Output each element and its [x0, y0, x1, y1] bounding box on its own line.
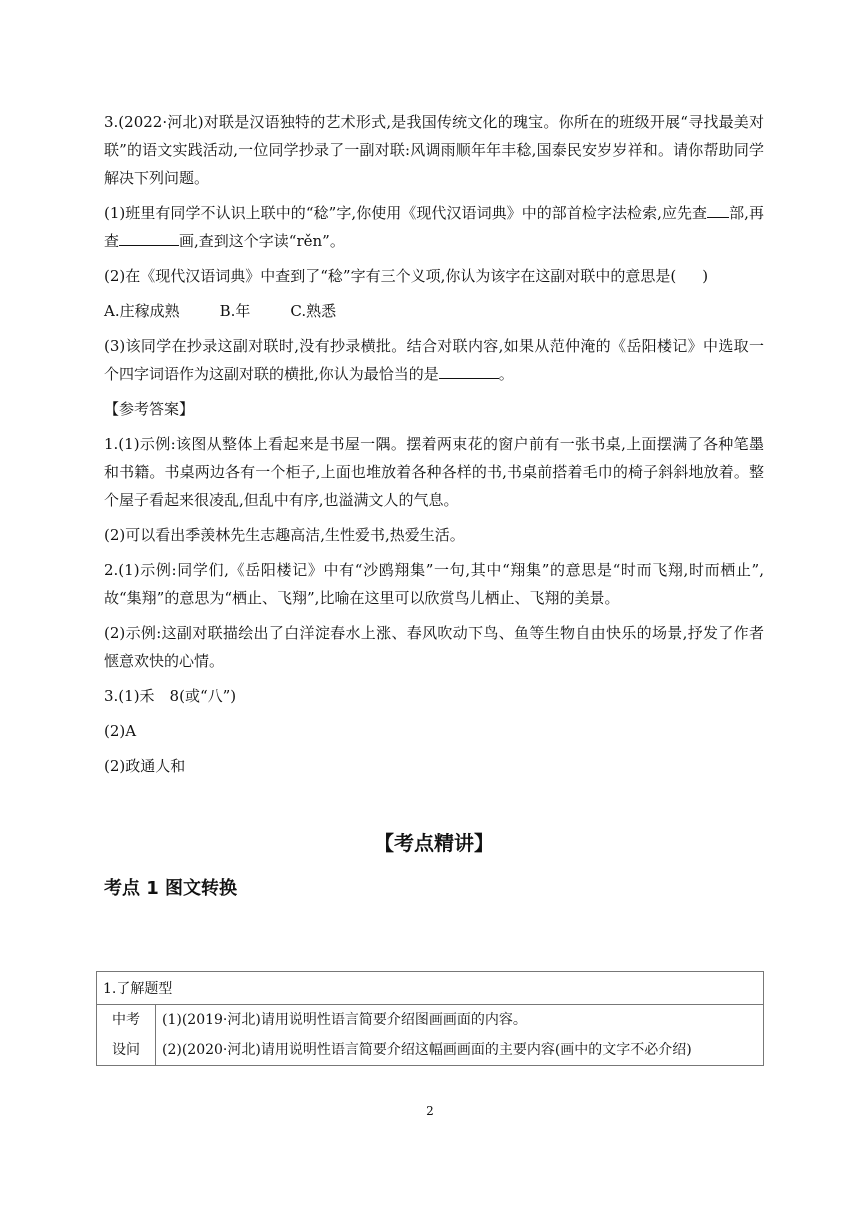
table-body-cell [156, 1005, 764, 1066]
question-3-sub-3 [104, 332, 764, 388]
page-number: 2 [426, 1104, 434, 1118]
question-3-sub-2 [104, 262, 764, 290]
answer-blank-banner [439, 362, 499, 379]
sub-2-text-b: ) [702, 267, 709, 285]
answer-line: 1.(1)示例:该图从整体上看起来是书屋一隅。摆着两束花的窗户前有一张书桌,上面摆满了各种笔墨和书籍。书桌两边各有一个柜子,上面也堆放着各种各样的书,书桌前搭着毛巾的椅子斜斜地放着。整个屋子看起来很凌乱,但乱中有序,也溢满文人的气息。 [104, 435, 764, 509]
point-title: 考点 1 图文转换 [104, 878, 238, 899]
sub-3-text-b: 。 [498, 365, 514, 383]
question-type-table [96, 971, 764, 1066]
question-3-intro: 3.(2022·河北)对联是汉语独特的艺术形式,是我国传统文化的瑰宝。你所在的班级开展“寻找最美对联”的语文实践活动,一位同学抄录了一副对联:风调雨顺年年丰稔,国泰民安岁岁祥和。请你帮助同学解决下列问题。 [104, 113, 764, 187]
sub-3-text-a: (3)该同学在抄录这副对联时,没有抄录横批。结合对联内容,如果从范仲淹的《岳阳楼记》中选取一个四字词语作为这副对联的横批,你认为最恰当的是 [104, 337, 764, 383]
answers-heading: 【参考答案】 [104, 400, 195, 418]
sub-2-text-a: (2)在《现代汉语词典》中查到了“稔”字有三个义项,你认为该字在这副对联中的意思是( [104, 267, 677, 285]
table-label-cell [97, 1005, 156, 1066]
answer-line: 3.(1)禾 8(或“八”) [104, 687, 237, 705]
sub-1-text-b: 部,再查 [104, 204, 765, 250]
table-row [97, 972, 764, 1005]
question-3-options [104, 297, 764, 325]
option-a: A.庄稼成熟 [104, 302, 180, 320]
table-row [97, 1005, 764, 1066]
content-area [104, 108, 764, 904]
section-title: 【考点精讲】 [374, 831, 494, 855]
answer-line: (2)可以看出季羡林先生志趣高洁,生性爱书,热爱生活。 [104, 526, 465, 544]
option-b: B.年 [219, 302, 251, 320]
answer-line: (2)示例:这副对联描绘出了白洋淀春水上涨、春风吹动下鸟、鱼等生物自由快乐的场景,抒发了作者惬意欢快的心情。 [104, 624, 764, 670]
answer-blank-radical [707, 201, 729, 218]
answer-line: (2)政通人和 [104, 757, 186, 775]
table-header-cell: 1.了解题型 [97, 972, 764, 1005]
answer-line: 2.(1)示例:同学们,《岳阳楼记》中有“沙鸥翔集”一句,其中“翔集”的意思是“时而飞翔,时而栖止”,故“集翔”的意思为“栖止、飞翔”,比喻在这里可以欣赏鸟儿栖止、飞翔的美景。 [104, 561, 764, 607]
label-line-2: 设问 [112, 1042, 140, 1058]
answer-line: (2)A [104, 722, 137, 740]
answer-blank-strokes [119, 229, 179, 246]
option-c: C.熟悉 [290, 302, 337, 320]
question-3-sub-1 [104, 199, 764, 255]
sub-1-text-a: (1)班里有同学不认识上联中的“稔”字,你使用《现代汉语词典》中的部首检字法检索,应先查 [104, 204, 708, 222]
label-line-1: 中考 [112, 1012, 140, 1028]
table-item-2: (2)(2020·河北)请用说明性语言简要介绍这幅画画面的主要内容(画中的文字不必介绍) [162, 1042, 692, 1058]
sub-1-text-c: 画,查到这个字读“rěn”。 [179, 232, 345, 250]
table-item-1: (1)(2019·河北)请用说明性语言简要介绍图画画面的内容。 [162, 1012, 527, 1028]
